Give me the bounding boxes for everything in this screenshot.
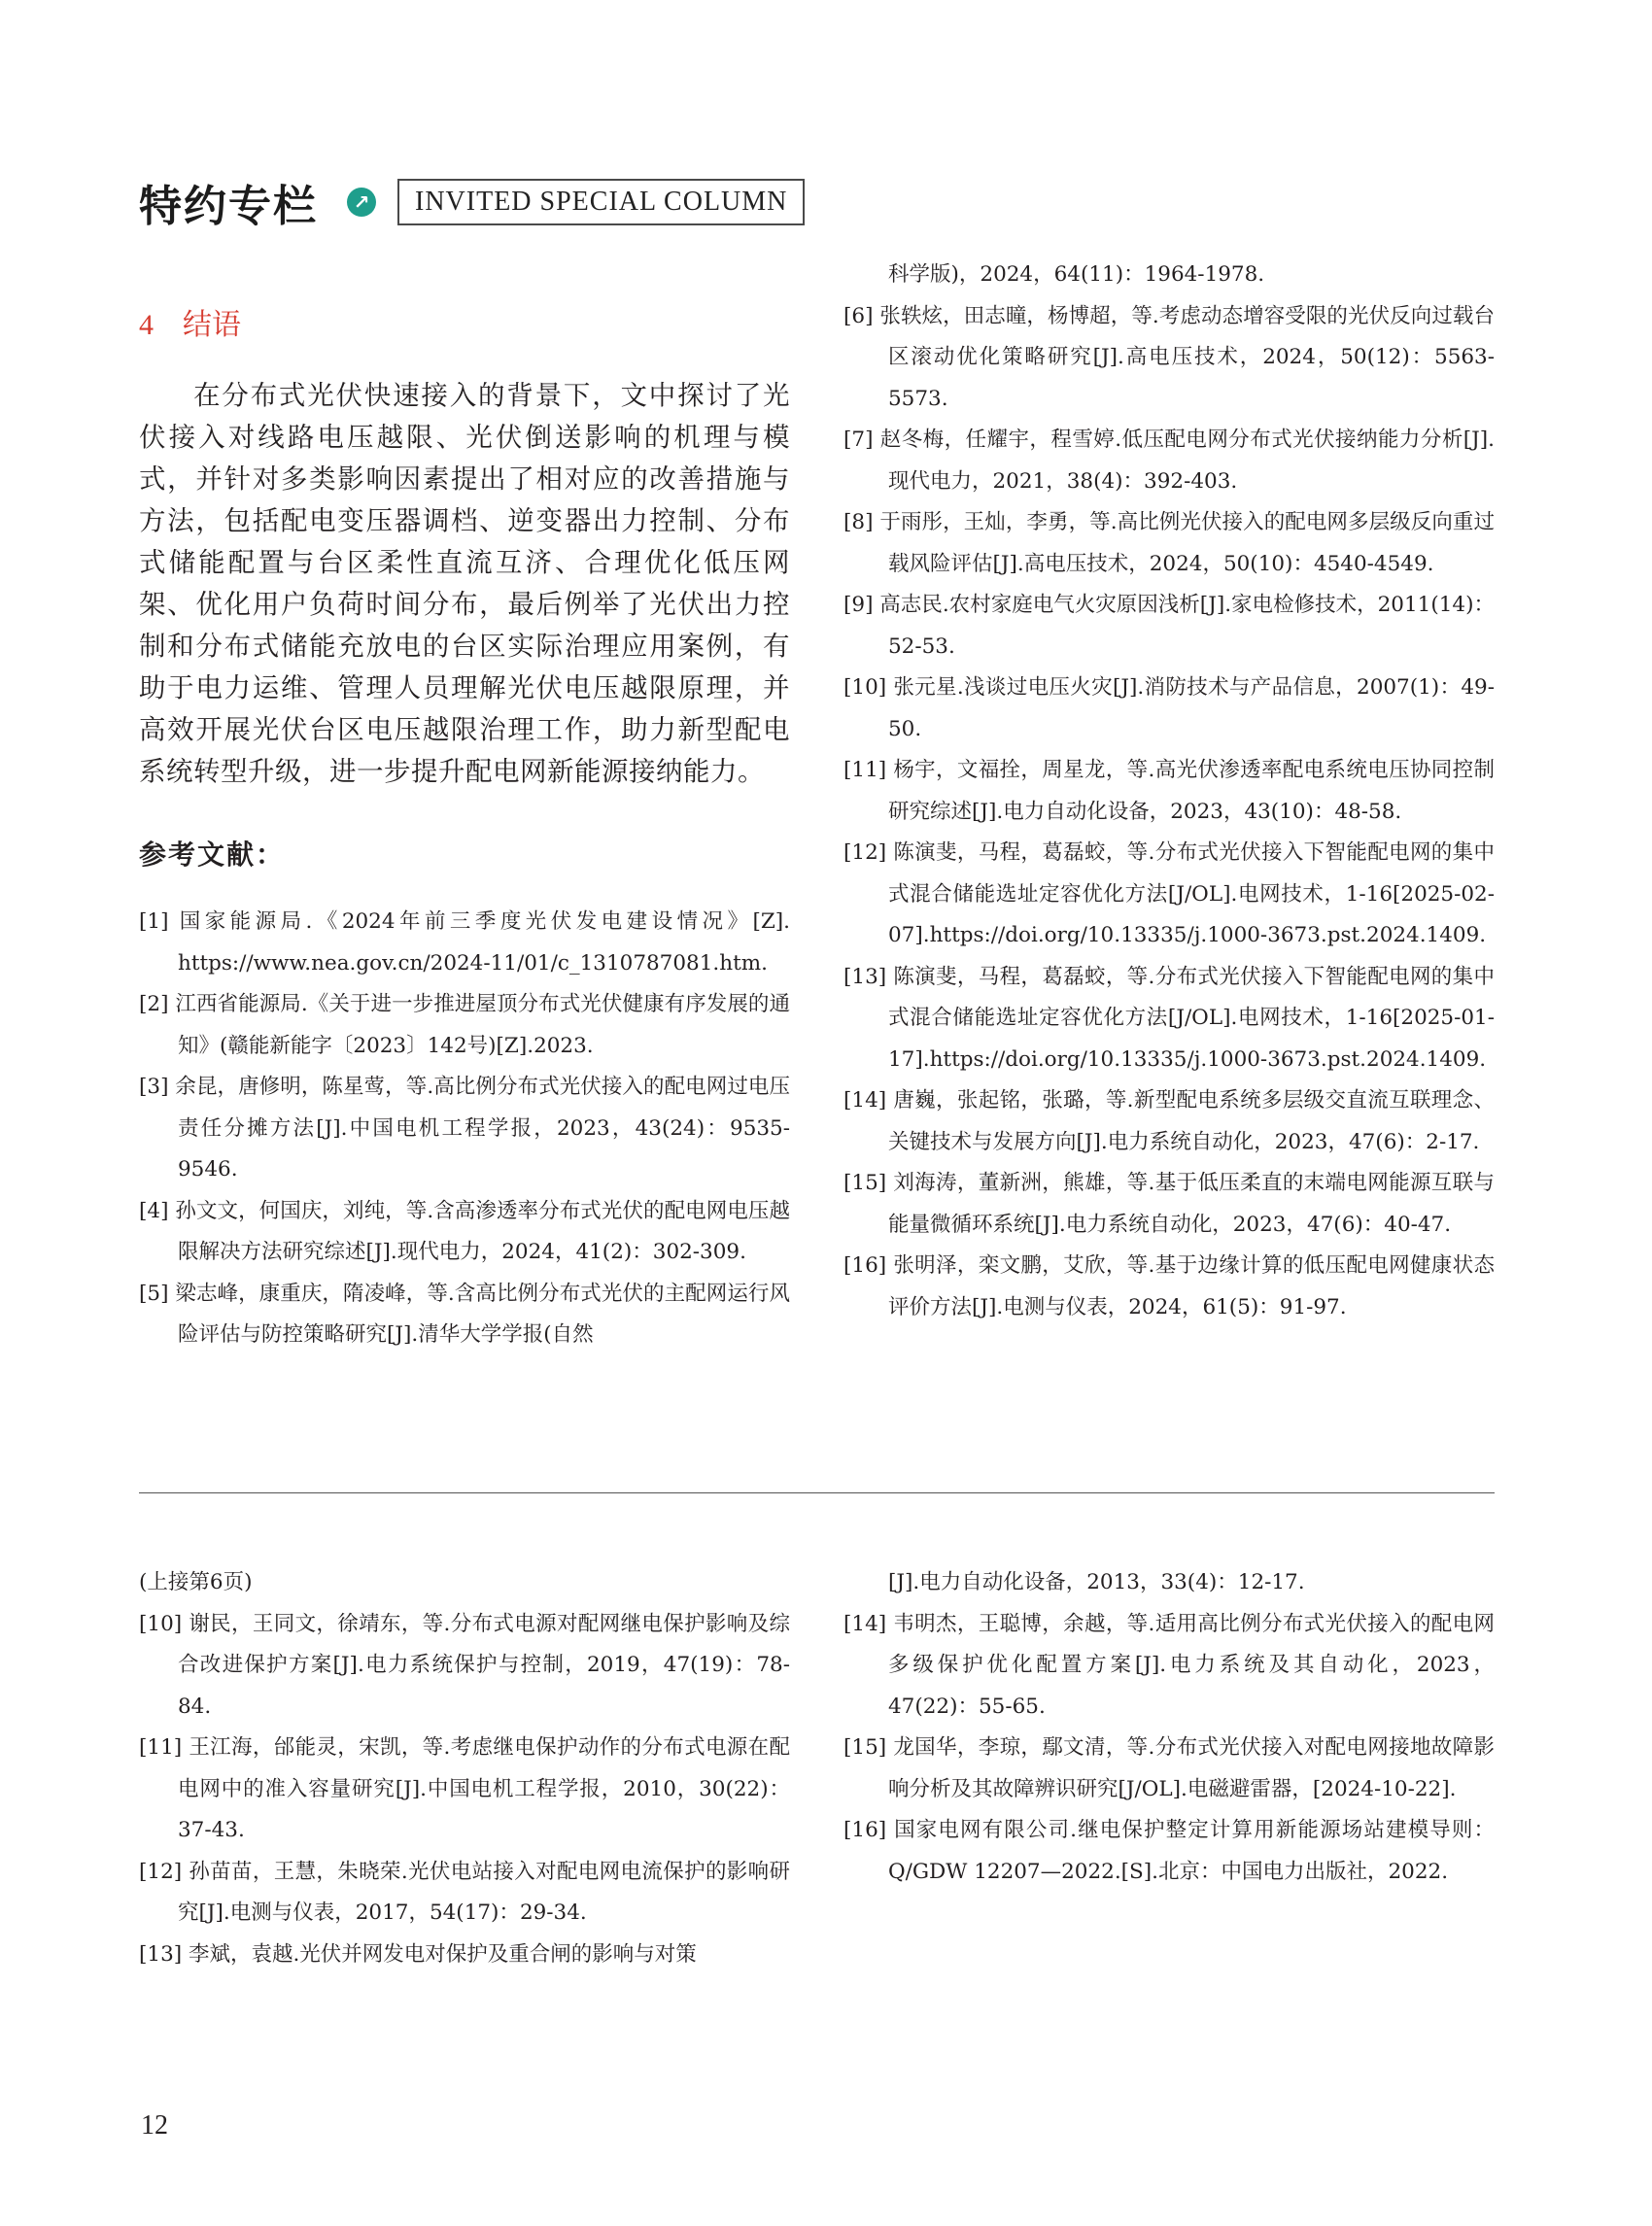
section-number: 4 <box>139 309 154 341</box>
section-divider <box>139 1492 1495 1493</box>
continued-from-note: (上接第6页) <box>139 1570 253 1594</box>
reference-item: [14] 韦明杰，王聪博，余越，等.适用高比例分布式光伏接入的配电网多级保护优化配置方案[J].电力系统及其自动化，2023，47(22)：55-65. <box>843 1611 1495 1719</box>
references-heading: 参考文献： <box>139 839 286 871</box>
page-number: 12 <box>141 2110 168 2140</box>
column-title: 特约专栏 <box>139 182 318 231</box>
reference-item: [10] 张元星.浅谈过电压火灾[J].消防技术与产品信息，2007(1)：49-50. <box>843 675 1495 741</box>
reference-item: [12] 陈演斐，马程，葛磊蛟，等.分布式光伏接入下智能配电网的集中式混合储能选址定容优化方法[J/OL].电网技术，1-16[2025-02-07].https://doi.org/10.13335/j.1000-3673.pst.2024.1409. <box>843 840 1495 947</box>
reference-item: [13] 李斌，袁越.光伏并网发电对保护及重合闸的影响与对策 <box>139 1941 697 1967</box>
left-column-top <box>139 301 790 1356</box>
reference-item: [13] 陈演斐，马程，葛磊蛟，等.分布式光伏接入下智能配电网的集中式混合储能选址定容优化方法[J/OL].电网技术，1-16[2025-01-17].https://doi.org/10.13335/j.1000-3673.pst.2024.1409. <box>843 964 1495 1072</box>
reference-item: [7] 赵冬梅，任耀宇，程雪婷.低压配电网分布式光伏接纳能力分析[J].现代电力，2021，38(4)：392-403. <box>843 428 1495 494</box>
reference-item: [10] 谢民，王同文，徐靖东，等.分布式电源对配网继电保护影响及综合改进保护方案[J].电力系统保护与控制，2019，47(19)：78-84. <box>139 1611 790 1719</box>
reference-item: [9] 高志民.农村家庭电气火灾原因浅析[J].家电检修技术，2011(14)：52-53. <box>843 593 1495 659</box>
reference-item: [6] 张轶炫，田志曈，杨博超，等.考虑动态增容受限的光伏反向过载台区滚动优化策略研究[J].高电压技术，2024，50(12)：5563-5573. <box>843 303 1495 411</box>
left-column-bottom <box>139 1562 790 1975</box>
reference-continuation: [J].电力自动化设备，2013，33(4)：12-17. <box>888 1570 1305 1594</box>
reference-item: [1] 国家能源局.《2024年前三季度光伏发电建设情况》[Z]. https://www.nea.gov.cn/2024-11/01/c_1310787081.htm. <box>139 909 790 976</box>
reference-item: [5] 梁志峰，康重庆，隋凌峰，等.含高比例分布式光伏的主配网运行风险评估与防控策略研究[J].清华大学学报(自然 <box>139 1281 790 1347</box>
column-english-label: INVITED SPECIAL COLUMN <box>397 179 805 225</box>
reference-item: [2] 江西省能源局.《关于进一步推进屋顶分布式光伏健康有序发展的通知》(赣能新能字〔2023〕142号)[Z].2023. <box>139 992 790 1058</box>
reference-item: [11] 王江海，邰能灵，宋凯，等.考虑继电保护动作的分布式电源在配电网中的准入容量研究[J].中国电机工程学报，2010，30(22)：37-43. <box>139 1735 790 1842</box>
reference-item: [15] 龙国华，李琼，鄢文清，等.分布式光伏接入对配电网接地故障影响分析及其故障辨识研究[J/OL].电磁避雷器，[2024-10-22]. <box>843 1735 1495 1801</box>
reference-item: [16] 张明泽，栾文鹏，艾欣，等.基于边缘计算的低压配电网健康状态评价方法[J].电测与仪表，2024，61(5)：91-97. <box>843 1253 1495 1319</box>
right-column-bottom <box>843 1562 1495 1893</box>
conclusion-paragraph: 在分布式光伏快速接入的背景下，文中探讨了光伏接入对线路电压越限、光伏倒送影响的机理与模式，并针对多类影响因素提出了相对应的改善措施与方法，包括配电变压器调档、逆变器出力控制、分布式储能配置与台区柔性直流互济、合理优化低压网架、优化用户负荷时间分布，最后例举了光伏出力控制和分布式储能充放电的台区实际治理应用案例，有助于电力运维、管理人员理解光伏电压越限原理，并高效开展光伏台区电压越限治理工作，助力新型配电系统转型升级，进一步提升配电网新能源接纳能力。 <box>139 380 790 787</box>
reference-item: [14] 唐巍，张起铭，张璐，等.新型配电系统多层级交直流互联理念、关键技术与发展方向[J].电力系统自动化，2023，47(6)：2-17. <box>843 1088 1495 1154</box>
column-header <box>139 173 805 231</box>
reference-item: [12] 孙苗苗，王慧，朱晓荣.光伏电站接入对配电网电流保护的影响研究[J].电测与仪表，2017，54(17)：29-34. <box>139 1859 790 1925</box>
reference-item: [16] 国家电网有限公司.继电保护整定计算用新能源场站建模导则：Q/GDW 12207—2022.[S].北京：中国电力出版社，2022. <box>843 1818 1495 1884</box>
reference-item: [11] 杨宇，文福拴，周星龙，等.高光伏渗透率配电系统电压协同控制研究综述[J].电力自动化设备，2023，43(10)：48-58. <box>843 758 1495 824</box>
section-heading <box>139 301 790 350</box>
section-title: 结语 <box>183 308 241 342</box>
arrow-circle-icon <box>347 188 376 217</box>
reference-continuation: 科学版)，2024，64(11)：1964-1978. <box>888 262 1265 287</box>
reference-item: [8] 于雨彤，王灿，李勇，等.高比例光伏接入的配电网多层级反向重过载风险评估[J].高电压技术，2024，50(10)：4540-4549. <box>843 510 1495 576</box>
reference-item: [4] 孙文文，何国庆，刘纯，等.含高渗透率分布式光伏的配电网电压越限解决方法研究综述[J].现代电力，2024，41(2)：302-309. <box>139 1198 790 1264</box>
reference-item: [3] 余昆，唐修明，陈星莺，等.高比例分布式光伏接入的配电网过电压责任分摊方法[J].中国电机工程学报，2023，43(24)：9535-9546. <box>139 1075 790 1181</box>
reference-item: [15] 刘海涛，董新洲，熊雄，等.基于低压柔直的末端电网能源互联与能量微循环系统[J].电力系统自动化，2023，47(6)：40-47. <box>843 1171 1495 1237</box>
right-column-top <box>843 255 1495 1328</box>
